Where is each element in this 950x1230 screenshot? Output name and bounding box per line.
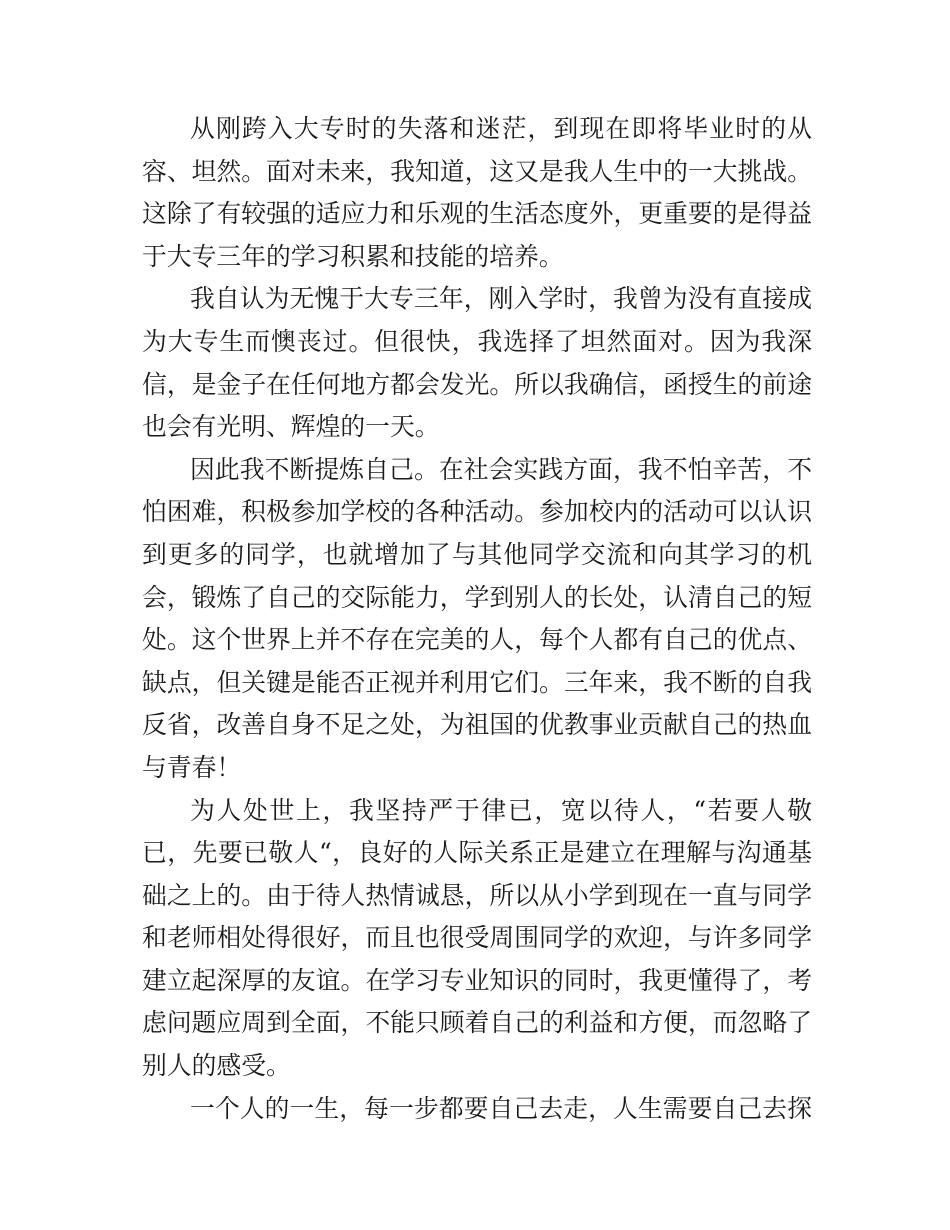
paragraph-2-line-1: 我自认为无愧于大专三年，刚入学时，我曾为没有直接成 bbox=[190, 284, 812, 314]
paragraph-5-line-1: 一个人的一生，每一步都要自己去走，人生需要自己去探 bbox=[190, 1093, 812, 1123]
paragraph-1-line-1: 从刚跨入大专时的失落和迷茫，到现在即将毕业时的从 bbox=[190, 114, 812, 143]
paragraph-4-line-5: 建立起深厚的友谊。在学习专业知识的同时，我更懂得了，考 bbox=[142, 965, 812, 995]
paragraph-3-line-3: 到更多的同学，也就增加了与其他同学交流和向其学习的机 bbox=[142, 539, 812, 569]
paragraph-3-line-8: 与青春！ bbox=[142, 752, 242, 782]
paragraph-2-line-2: 为大专生而懊丧过。但很快，我选择了坦然面对。因为我深 bbox=[142, 326, 812, 356]
paragraph-2-line-3: 信，是金子在任何地方都会发光。所以我确信，函授生的前途 bbox=[142, 369, 812, 399]
paragraph-2-line-4: 也会有光明、辉煌的一天。 bbox=[142, 412, 440, 442]
paragraph-3-line-5: 处。这个世界上并不存在完美的人，每个人都有自己的优点、 bbox=[142, 625, 812, 655]
paragraph-3-line-7: 反省，改善自身不足之处，为祖国的优教事业贡献自己的热血 bbox=[142, 710, 812, 740]
paragraph-4-line-3: 础之上的。由于待人热情诚恳，所以从小学到现在一直与同学 bbox=[142, 880, 812, 910]
paragraph-1-line-4: 于大专三年的学习积累和技能的培养。 bbox=[142, 241, 564, 271]
paragraph-4-line-4: 和老师相处得很好，而且也很受周围同学的欢迎，与许多同学 bbox=[142, 923, 812, 953]
paragraph-3-line-4: 会，锻炼了自己的交际能力，学到别人的长处，认清自己的短 bbox=[142, 582, 812, 612]
paragraph-3-line-1: 因此我不断提炼自己。在社会实践方面，我不怕辛苦，不 bbox=[190, 454, 812, 484]
paragraph-4-line-2: 已，先要已敬人“，良好的人际关系正是建立在理解与沟通基 bbox=[142, 838, 812, 868]
paragraph-4-line-7: 别人的感受。 bbox=[142, 1051, 291, 1081]
paragraph-1-line-3: 这除了有较强的适应力和乐观的生活态度外，更重要的是得益 bbox=[142, 199, 812, 229]
paragraph-3-line-2: 怕困难，积极参加学校的各种活动。参加校内的活动可以认识 bbox=[142, 497, 812, 527]
document-body bbox=[142, 108, 812, 1130]
paragraph-1-line-2: 容、坦然。面对未来，我知道，这又是我人生中的一大挑战。 bbox=[142, 156, 812, 186]
paragraph-4-line-6: 虑问题应周到全面，不能只顾着自己的利益和方便，而忽略了 bbox=[142, 1008, 812, 1038]
paragraph-3-line-6: 缺点，但关键是能否正视并利用它们。三年来，我不断的自我 bbox=[142, 667, 812, 697]
paragraph-4-line-1: 为人处世上，我坚持严于律已，宽以待人，“若要人敬 bbox=[190, 795, 812, 825]
